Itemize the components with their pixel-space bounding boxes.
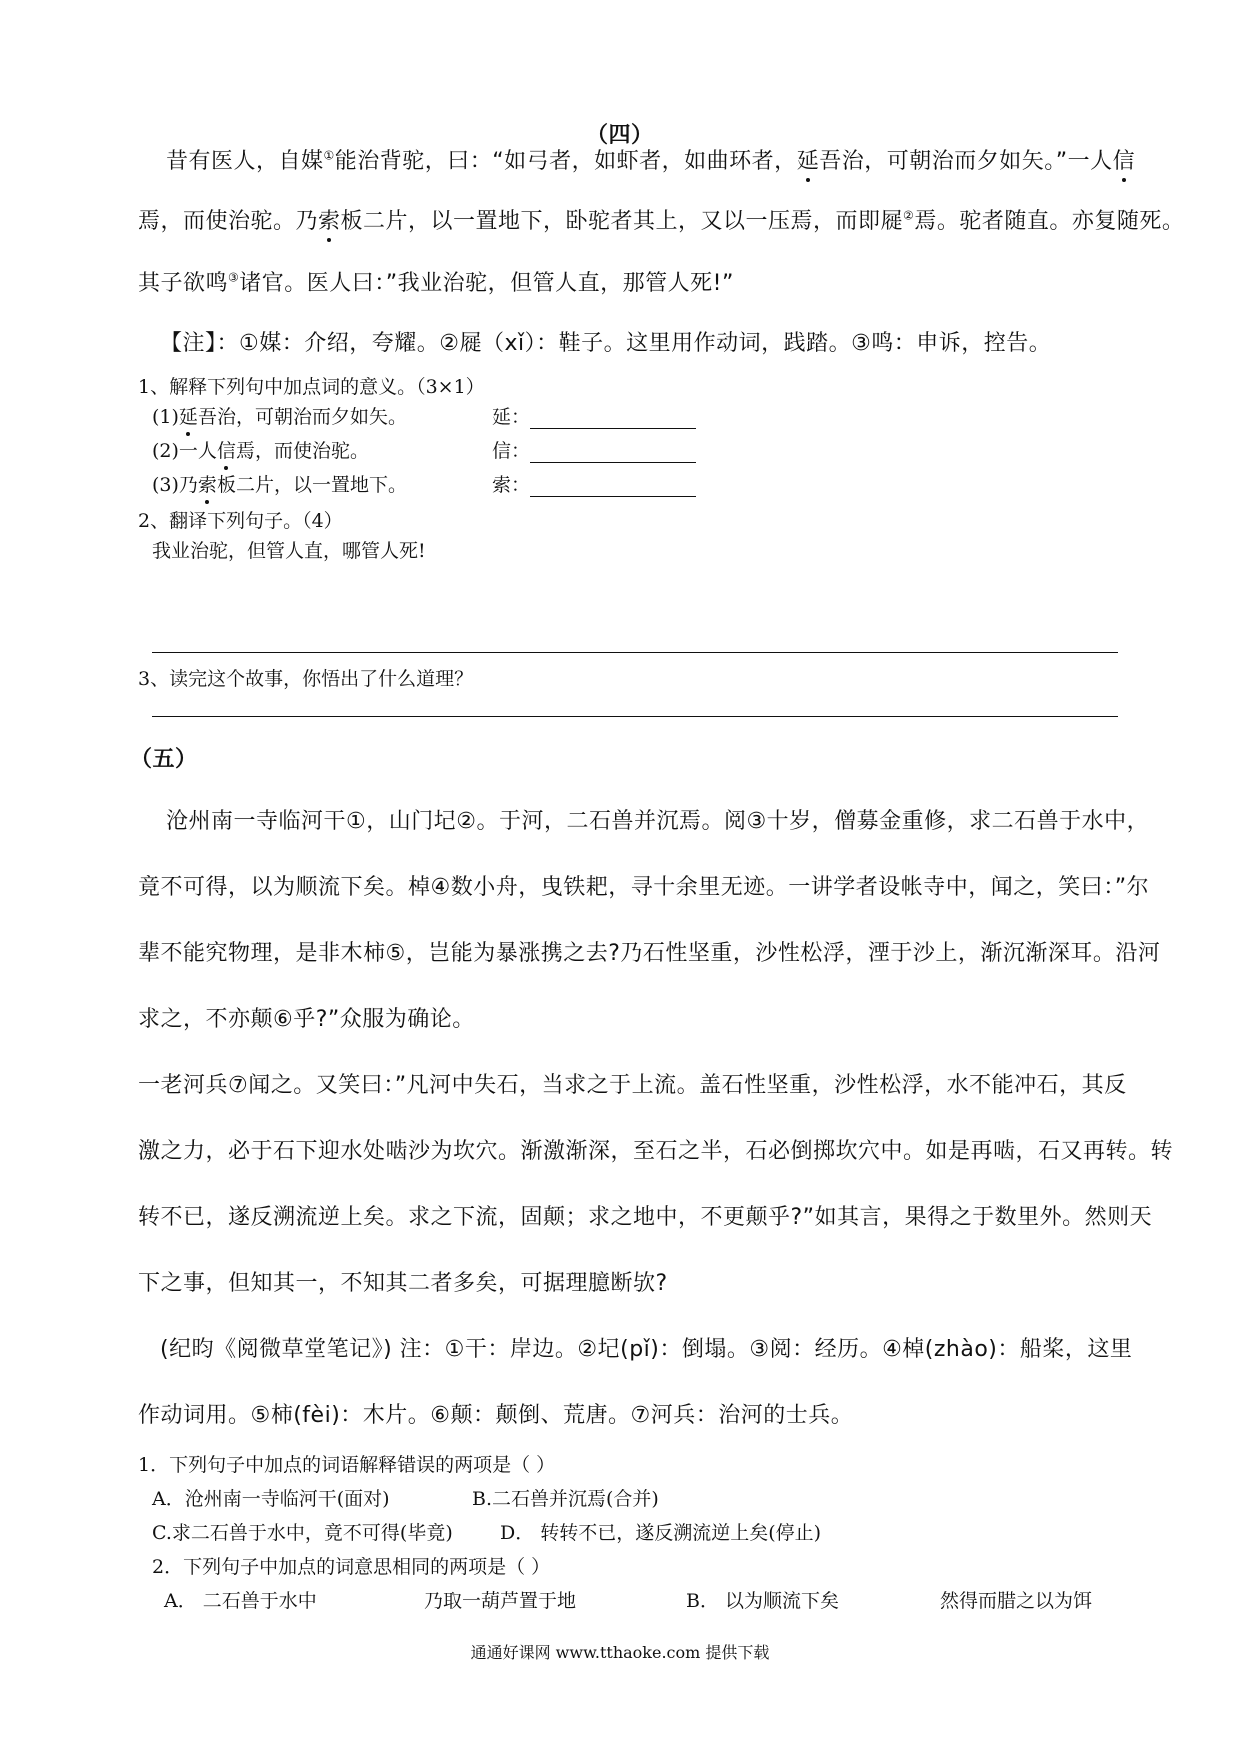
passage-4-line-3 — [138, 266, 734, 297]
question-5-2: 2．下列句子中加点的词意思相同的两项是（ ） — [152, 1556, 551, 1578]
passage-5-note-line-2: 作动词用。⑤柿(fèi)：木片。⑥颠：颠倒、荒唐。⑦河兵：治河的士兵。 — [138, 1403, 854, 1428]
text: 昔有医人，自媒 — [166, 149, 324, 174]
answer-label: 延： — [492, 406, 531, 428]
question-5-2-option-b-2: 然得而腊之以为饵 — [940, 1590, 1093, 1612]
text: 焉。驼者随直。亦复随死。 — [914, 209, 1185, 234]
passage-5-line-6: 激之力，必于石下迎水处啮沙为坎穴。渐激渐深，至石之半，石必倒掷坎穴中。如是再啮，石又再转。转 — [138, 1139, 1174, 1164]
question-4-1-item-1 — [152, 402, 407, 429]
passage-5-line-3: 辈不能究物理，是非木柿⑤，岂能为暴涨携之去?乃石性坚重，沙性松浮，湮于沙上，渐沉渐深耳。沿河 — [138, 941, 1161, 966]
passage-4-line-2 — [138, 204, 1184, 235]
answer-label: 索： — [492, 474, 531, 496]
answer-line[interactable] — [530, 474, 696, 497]
answer-label: 信： — [492, 440, 531, 462]
dotted-word: 索 — [318, 209, 341, 234]
footnote-marker: ① — [323, 148, 335, 163]
passage-5-line-8: 下之事，但知其一，不知其二者多矣，可据理臆断欤? — [138, 1271, 668, 1296]
section-5-heading: （五） — [130, 747, 198, 772]
question-5-1-option-c: C.求二石兽于水中，竟不可得(毕竟) — [152, 1522, 453, 1544]
text: 板二片，以一置地下，卧驼者其上，又以一压焉，而即屣 — [340, 209, 904, 234]
passage-5-line-7: 转不已，遂反溯流逆上矣。求之下流，固颠；求之地中，不更颠乎?”如其言，果得之于数里外。然则天 — [138, 1205, 1153, 1230]
text: (1) — [152, 406, 179, 428]
question-4-1-item-2 — [152, 436, 369, 463]
dotted-word: 信 — [216, 440, 236, 462]
text: 板二片，以一置地下。 — [216, 474, 407, 496]
text: 能治背驼，曰：“如弓者，如虾者，如曲环者， — [334, 149, 797, 174]
section-4-heading: （四） — [586, 123, 654, 148]
answer-line-translation[interactable] — [152, 652, 1118, 653]
footnote-marker: ③ — [228, 270, 240, 285]
text: 焉，而使治驼。 — [235, 440, 369, 462]
page-footer: 通通好课网 www.tthaoke.com 提供下载 — [470, 1643, 770, 1662]
question-4-1: 1、解释下列句中加点词的意义。（3×1） — [138, 376, 485, 398]
text: (2)一人 — [152, 440, 217, 462]
text: 诸官。医人曰：”我业治驼，但管人直，那管人死!” — [239, 271, 734, 296]
dotted-word: 延 — [178, 406, 198, 428]
passage-5-note-line-1: (纪昀《阅微草堂笔记》) 注：①干：岸边。②圮(pǐ)：倒塌。③阅：经历。④棹(zhào)：船桨，这里 — [160, 1337, 1133, 1362]
passage-5-line-4: 求之，不亦颠⑥乎?”众服为确论。 — [138, 1007, 475, 1032]
question-5-2-option-a-1: A． 二石兽于水中 — [164, 1590, 317, 1612]
translation-sentence: 我业治驼，但管人直，哪管人死! — [152, 540, 426, 562]
passage-4-line-1 — [166, 144, 1135, 175]
question-5-1-option-a: A．沧州南一寺临河干(面对) — [152, 1488, 390, 1510]
question-5-1: 1．下列句子中加点的词语解释错误的两项是（ ） — [138, 1454, 556, 1476]
question-5-2-option-b-1: B． 以为顺流下矣 — [686, 1590, 840, 1612]
dotted-word: 延 — [796, 149, 820, 174]
question-5-1-option-b: B.二石兽并沉焉(合并) — [472, 1488, 659, 1510]
answer-line[interactable] — [530, 440, 696, 463]
answer-line[interactable] — [530, 406, 696, 429]
passage-5-line-5: 一老河兵⑦闻之。又笑曰：”凡河中失石，当求之于上流。盖石性坚重，沙性松浮，水不能冲石，其反 — [138, 1073, 1127, 1098]
text: 焉，而使治驼。乃 — [138, 209, 319, 234]
answer-blank-2[interactable] — [492, 436, 696, 463]
footnote-marker: ② — [903, 208, 915, 223]
text: 吾治，可朝治而夕如矢。 — [197, 406, 407, 428]
text: 吾治，可朝治而夕如矢。”一人 — [819, 149, 1113, 174]
question-4-2: 2、翻译下列句子。（4） — [138, 510, 343, 532]
passage-5-line-1: 沧州南一寺临河干①，山门圮②。于河，二石兽并沉焉。阅③十岁，僧募金重修，求二石兽于水中， — [166, 809, 1150, 834]
dotted-word: 信 — [1112, 149, 1136, 174]
answer-blank-3[interactable] — [492, 470, 696, 497]
text: (3)乃 — [152, 474, 198, 496]
answer-blank-1[interactable] — [492, 402, 696, 429]
text: 其子欲鸣 — [138, 271, 229, 296]
dotted-word: 索 — [197, 474, 217, 496]
question-5-2-option-a-2: 乃取一葫芦置于地 — [424, 1590, 577, 1612]
question-4-3: 3、读完这个故事，你悟出了什么道理？ — [138, 668, 474, 690]
passage-5-line-2: 竟不可得，以为顺流下矣。棹④数小舟，曳铁耙，寻十余里无迹。一讲学者设帐寺中，闻之，笑曰：”尔 — [138, 875, 1150, 900]
question-4-1-item-3 — [152, 470, 407, 497]
passage-4-note: 【注】：①媒：介绍，夸耀。②屣（xǐ）：鞋子。这里用作动词，践踏。③鸣：申诉，控告。 — [160, 331, 1052, 356]
answer-line-lesson[interactable] — [152, 716, 1118, 717]
question-5-1-option-d: D． 转转不已，遂反溯流逆上矣(停止) — [500, 1522, 822, 1544]
